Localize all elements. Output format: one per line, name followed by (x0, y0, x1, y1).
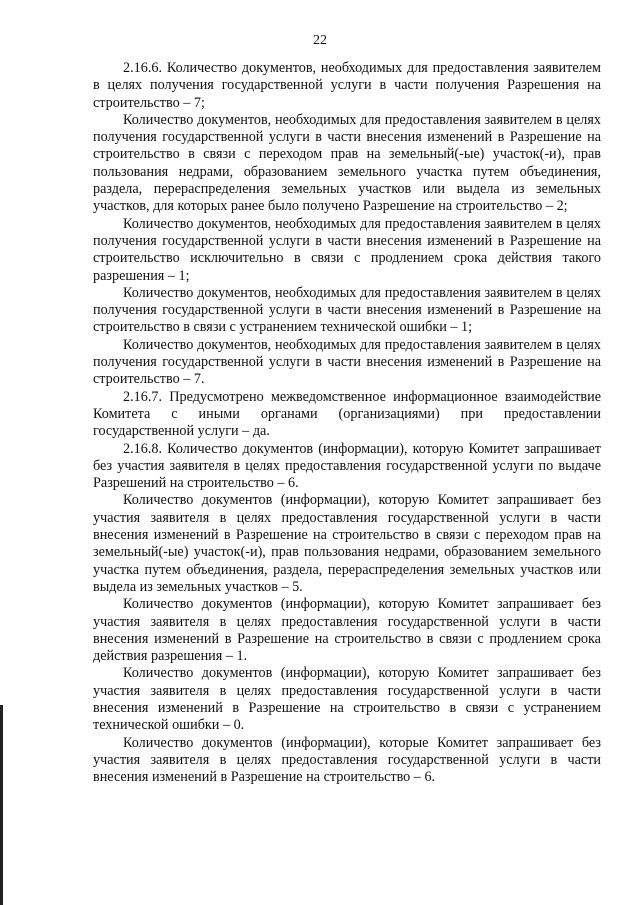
paragraph: Количество документов (информации), которую Комитет запрашивает без участия заявителя в целях предоставления государственной услуги в части внесения изменений в Разрешение на строительство в связи с продлением срока действия разрешения – 1. (93, 596, 601, 665)
paragraph: Количество документов, необходимых для предоставления заявителем в целях получения государственной услуги в части внесения изменений в Разрешение на строительство в связи с устранением технической ошибки – 1; (93, 284, 601, 336)
page-number: 22 (313, 33, 327, 48)
paragraph: Количество документов (информации), которую Комитет запрашивает без участия заявителя в целях предоставления государственной услуги в части внесения изменений в Разрешение на строительство в связи с переходом прав на земельный(-ые) участок(-и), прав пользования недрами, образованием земельного участка путем объединения, раздела, перераспределения земельных участков или выдела из земельных участков – 5. (93, 492, 601, 595)
paragraph: Количество документов, необходимых для предоставления заявителем в целях получения государственной услуги в части внесения изменений в Разрешение на строительство в связи с переходом прав на земельный(-ые) участок(-и), прав пользования недрами, образованием земельного участка путем объединения, раздела, перераспределения земельных участков или выдела из земельных участков, для которых ранее было получено Разрешение на строительство – 2; (93, 111, 601, 215)
scan-edge-shadow (0, 705, 3, 905)
paragraph-2-16-7: 2.16.7. Предусмотрено межведомственное информационное взаимодействие Комитета с иными органами (организациями) при предоставлении государственной услуги – да. (93, 388, 601, 440)
document-body (93, 60, 601, 786)
paragraph-2-16-8: 2.16.8. Количество документов (информации), которую Комитет запрашивает без участия заявителя в целях предоставления государственной услуги по выдаче Разрешений на строительство – 6. (93, 440, 601, 492)
paragraph-2-16-6: 2.16.6. Количество документов, необходимых для предоставления заявителем в целях получения государственной услуги в части получения Разрешения на строительство – 7; (93, 60, 601, 111)
paragraph: Количество документов, необходимых для предоставления заявителем в целях получения государственной услуги в части внесения изменений в Разрешение на строительство исключительно в связи с продлением срока действия такого разрешения – 1; (93, 215, 601, 284)
paragraph: Количество документов, необходимых для предоставления заявителем в целях получения государственной услуги в части внесения изменений в Разрешение на строительство – 7. (93, 336, 601, 388)
paragraph: Количество документов (информации), которые Комитет запрашивает без участия заявителя в целях предоставления государственной услуги в части внесения изменений в Разрешение на строительство – 6. (93, 734, 601, 786)
paragraph: Количество документов (информации), которую Комитет запрашивает без участия заявителя в целях предоставления государственной услуги в части внесения изменений в Разрешение на строительство в связи с устранением технической ошибки – 0. (93, 665, 601, 734)
